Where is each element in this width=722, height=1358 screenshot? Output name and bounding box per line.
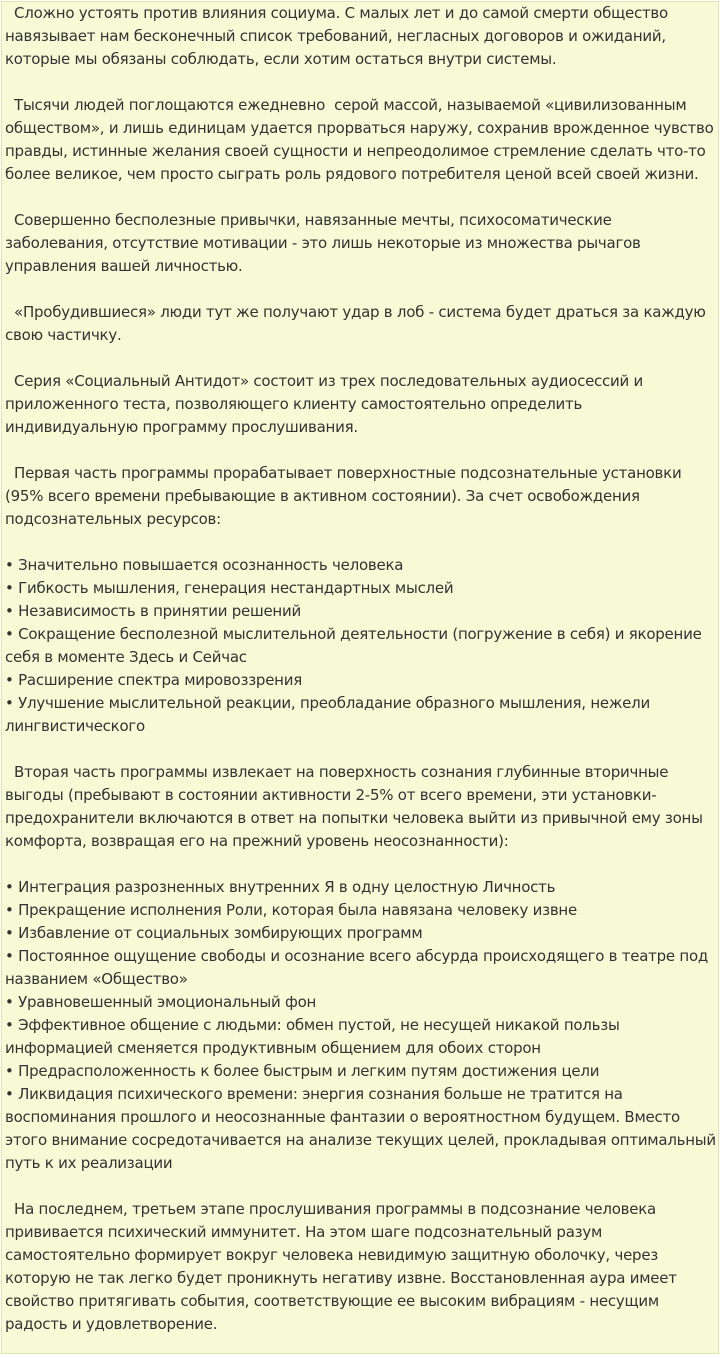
paragraph-habits: Совершенно бесполезные привычки, навязанные мечты, психосоматические заболевания, отсутствие мотивации - это лишь некоторые из множества рычагов управления вашей личностью. (5, 211, 646, 275)
list-item: • Интеграция разрозненных внутренних Я в одну целостную Личность (5, 878, 556, 896)
list-item: • Гибкость мышления, генерация нестандартных мыслей (5, 579, 454, 597)
list-item: • Улучшение мыслительной реакции, преобладание образного мышления, нежели лингвистического (5, 694, 650, 735)
paragraph-society: Тысячи людей поглощаются ежедневно серой массой, называемой «цивилизованным обществом», и лишь единицам удается прорваться наружу, сохранив врожденное чувство правды, истинные желания своей сущности и непреодолимое стремление сделать что-то более великое, чем просто сыграть роль рядового потребителя ценой всей своей жизни. (5, 96, 719, 183)
paragraph-awakened: «Пробудившиеся» люди тут же получают удар в лоб - система будет драться за каждую свою частичку. (5, 303, 711, 344)
list-item: • Независимость в принятии решений (5, 602, 301, 620)
list-item: • Расширение спектра мировоззрения (5, 671, 303, 689)
list-item: • Значительно повышается осознанность человека (5, 556, 404, 574)
list-item: • Эффективное общение с людьми: обмен пустой, не несущей никакой пользы информацией сменяется продуктивным общением для обоих сторон (5, 1016, 620, 1057)
paragraph-intro: Сложно устоять против влияния социума. С малых лет и до самой смерти общество навязывает нам бесконечный список требований, негласных договоров и ожиданий, которые мы обязаны соблюдать, если хотим остаться внутри системы. (5, 4, 673, 68)
list-item: • Прекращение исполнения Роли, которая была навязана человеку извне (5, 901, 577, 919)
list-item: • Сокращение бесполезной мыслительной деятельности (погружение в себя) и якорение себя в моменте Здесь и Сейчас (5, 625, 702, 666)
part-two-benefits-list (5, 876, 716, 1175)
paragraph-part-one: Первая часть программы прорабатывает поверхностные подсознательные установки (95% всего времени пребывающие в активном состоянии). За счет освобождения подсознательных ресурсов: (5, 464, 686, 528)
paragraph-part-three: На последнем, третьем этапе прослушивания программы в подсознание человека прививается психический иммунитет. На этом шаге подсознательный разум самостоятельно формирует вокруг человека невидимую защитную оболочку, через которую не так легко будет проникнуть негативу извне. Восстановленная аура имеет свойство притягивать события, соответствующие ее высоким вибрациям - несущим радость и удовлетворение. (5, 1200, 682, 1333)
paragraph-part-two: Вторая часть программы извлекает на поверхность сознания глубинные вторичные выгоды (пребывают в состоянии активности 2-5% от всего времени, эти установки-предохранители включаются в ответ на попытки человека выйти из привычной ему зоны комфорта, возвращая его на прежний уровень неосознанности): (5, 763, 708, 850)
list-item: • Избавление от социальных зомбирующих программ (5, 924, 423, 942)
list-item: • Постоянное ощущение свободы и осознание всего абсурда происходящего в театре под названием «Общество» (5, 947, 709, 988)
list-item: • Уравновешенный эмоциональный фон (5, 993, 317, 1011)
list-item: • Ликвидация психического времени: энергия сознания больше не тратится на воспоминания прошлого и неосознанные фантазии о вероятностном будущем. Вместо этого внимание сосредотачивается на анализе текущих целей, прокладывая оптимальный путь к их реализации (5, 1085, 716, 1172)
part-one-benefits-list (5, 554, 716, 738)
paragraph-series: Серия «Социальный Антидот» состоит из трех последовательных аудиосессий и приложенного теста, позволяющего клиенту самостоятельно определить индивидуальную программу прослушивания. (5, 372, 648, 436)
list-item: • Предрасположенность к более быстрым и легким путям достижения цели (5, 1062, 600, 1080)
article-body (1, 1, 719, 1354)
